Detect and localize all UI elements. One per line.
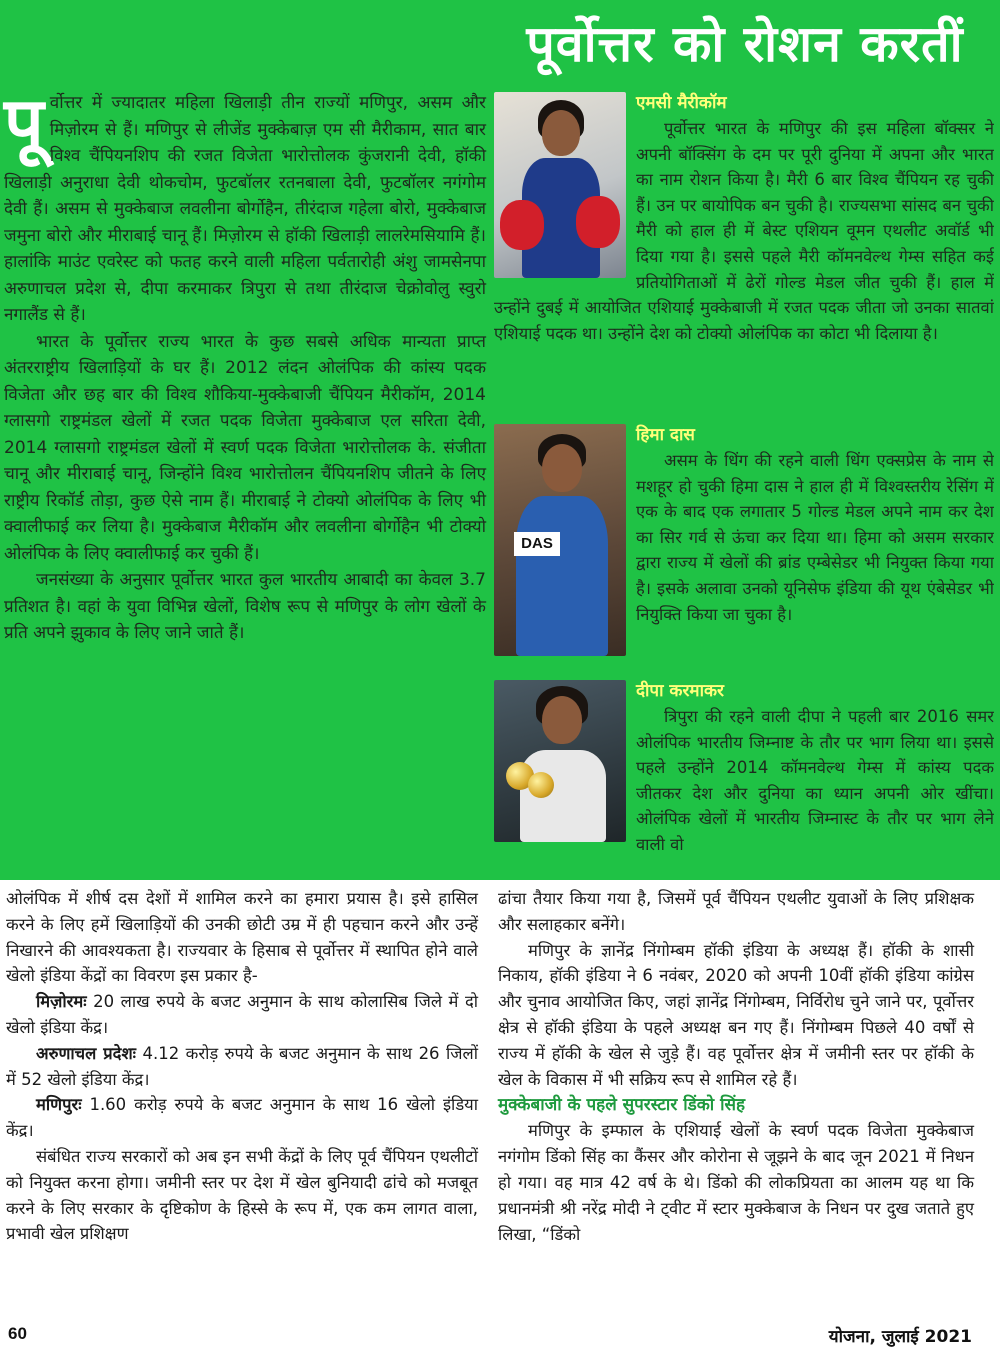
state-arunachal [6, 1041, 478, 1093]
state-text-mizoram: 20 लाख रुपये के बजट अनुमान के साथ कोलासिब जिले में दो खेलो इंडिया केंद्र। [6, 992, 478, 1037]
medal-icon [528, 772, 554, 798]
profile-hima [494, 422, 994, 678]
marykom-photo [494, 92, 626, 278]
intro-paragraph-1 [4, 82, 486, 329]
intro-paragraph-2: भारत के पूर्वोत्तर राज्य भारत के कुछ सबसे अधिक मान्यता प्राप्त अंतरराष्ट्रीय खिलाड़ियों के घर हैं। 2012 लंदन ओलंपिक की कांस्य पदक विजेता और छह बार की विश्व शौकिया-मुक्केबाजी चैंपियन मैरीकॉम, 2014 ग्लासगो राष्ट्रमंडल खेलों में रजत पदक विजेता मुक्केबाज एल सरिता देवी, 2014 ग्लासगो राष्ट्रमंडल खेलों में स्वर्ण पदक विजेता भारोत्तोलक के. संजीता चानू और मीराबाई चानू, जिन्होंने विश्व भारोत्तोलन चैंपियनशिप जीतने के लिए राष्ट्रीय रिकॉर्ड तोड़ा, कुछ ऐसे नाम हैं। मीराबाई ने टोक्यो ओलंपिक के लिए भी क्वालीफाई कर लिया है। मुक्केबाज मैरीकॉम और लवलीना बोर्गोहैन भी टोक्यो ओलंपिक के लिए क्वालीफाई कर चुकी हैं। [4, 331, 486, 564]
state-label-arunachal: अरुणाचल प्रदेशः [36, 1043, 137, 1063]
intro-paragraph-3: जनसंख्या के अनुसार पूर्वोत्तर भारत कुल भारतीय आबादी का केवल 3.7 प्रतिशत है। वहां के युवा विभिन्न खेलों, विशेष रूप से मणिपुर के लोग खेलों के प्रति अपने झुकाव के लिए जाने जाते हैं। [4, 570, 486, 643]
state-text-manipur: 1.60 करोड़ रुपये के बजट अनुमान के साथ 16 खेलो इंडिया केंद्र। [6, 1095, 478, 1141]
lower-left-column [6, 886, 478, 1247]
dinko-subheading: मुक्केबाजी के पहले सुपरस्टार डिंको सिंह [498, 1095, 745, 1116]
profile-text-marykom: पूर्वोत्तर भारत के मणिपुर की इस महिला बॉक्सर ने अपनी बॉक्सिंग के दम पर पूरी दुनिया में अपना और भारत का नाम रोशन किया है। मैरी 6 बार विश्व चैंपियन रह चुकी हैं। उन पर बायोपिक बन चुकी है। राज्यसभा सांसद बन चुकी मैरी को हाल ही में बेस्ट एशियन वूमन एथलीट अवॉर्ड भी दिया गया है। इससे पहले मैरी कॉमनवेल्थ गेम्स सहित कई प्रतियोगिताओं में ढेरों गोल्ड मेडल जीत चुकी हैं। हाल में उन्होंने दुबई में आयोजित एशियाई मुक्केबाजी में रजत पदक जीता जो उनका सातवां एशियाई पदक था। उन्होंने देश को टोक्यो ओलंपिक का कोटा भी दिलाया है। [494, 119, 994, 343]
state-mizoram [6, 989, 478, 1041]
profile-text-hima: असम के धिंग की रहने वाली धिंग एक्सप्रेस के नाम से मशहूर हो चुकी हिमा दास ने हाल ही में विश्वस्तरीय रेसिंग में एक के बाद एक लगातार 5 गोल्ड मेडल अपने नाम कर देश का सिर गर्व से ऊंचा कर दिया था। हिमा को असम सरकार द्वारा राज्य में खेलों की ब्रांड एम्बेसेडर भी नियुक्त किया गया है। इसके अलावा उनको यूनिसेफ इंडिया की यूथ एंबेसेडर भी नियुक्ति किया जा चुका है। [636, 451, 994, 624]
lower-right-column [498, 886, 974, 1247]
page-number: 60 [8, 1324, 27, 1343]
hockey-india-paragraph: मणिपुर के ज्ञानेंद्र निंगोम्बम हॉकी इंडिया के अध्यक्ष हैं। हॉकी के शासी निकाय, हॉकी इंडिया ने 6 नवंबर, 2020 को अपनी 10वीं हॉकी इंडिया कांग्रेस और चुनाव आयोजित किए, जहां ज्ञानेंद्र निंगोम्बम, निर्विरोध चुने जाने पर, पूर्वोत्तर क्षेत्र से हॉकी इंडिया के पहले अध्यक्ष बन गए हैं। निंगोम्बम पिछले 40 वर्षों से राज्य में हॉकी के खेल से जुड़े हैं। वह पूर्वोत्तर क्षेत्र में जमीनी स्तर पर हॉकी के खेल के विकास में भी सक्रिय रूप से शामिल रहे हैं। [498, 940, 974, 1089]
profile-marykom [494, 90, 994, 422]
state-text-arunachal: 4.12 करोड़ रुपये के बजट अनुमान के साथ 26 जिलों में 52 खेलो इंडिया केंद्र। [6, 1043, 478, 1089]
profile-dipa [494, 678, 994, 878]
state-manipur [6, 1092, 478, 1144]
profile-text-dipa: त्रिपुरा की रहने वाली दीपा ने पहली बार 2016 समर ओलंपिक भारतीय जिम्नाष्ट के तौर पर भाग लिया था। इससे पहले उन्होंने 2014 कॉमनवेल्थ गेम्स में कांस्य पदक जीतकर देश और दुनिया का ध्यान अपनी ओर खींचा। ओलंपिक खेलों में भारतीय जिम्नास्ट के तौर पर भाग लेने वाली वो [636, 707, 994, 854]
profile-name-marykom: एमसी मैरीकॉम [636, 93, 727, 113]
intro-paragraph-1-text: र्वोत्तर में ज्यादातर महिला खिलाड़ी तीन राज्यों मणिपुर, असम और मिज़ोरम से हैं। मणिपुर से लीजेंड मुक्केबाज़ एम सी मैरीकाम, सात बार विश्व चैंपियनशिप की रजत विजेता भारोत्तोलक कुंजरानी देवी, हॉकी खिलाड़ी अनुराधा देवी थोकचोम, फुटबॉलर रतनबाला देवी, फुटबॉलर नगंगोम देवी हैं। असम से मुक्केबाज लवलीना बोर्गोहैन, तीरंदाज गहेला बोरो, मुक्केबाज जमुना बोरो और मीराबाई चानू हैं। मिज़ोरम से हॉकी खिलाड़ी लालरेमसियामि हैं। हालांकि माउंट एवरेस्ट को फतह करने वाली महिला पर्वतारोही अंशु जामसेनपा अरुणाचल प्रदेश से, दीपा करमाकर त्रिपुरा से तथा तीरंदाज चेक्रोवोलु स्वुरो नगालैंड से हैं। [4, 93, 486, 325]
race-bib: DAS [514, 532, 560, 556]
dipa-photo [494, 680, 626, 842]
khelo-intro-paragraph: ओलंपिक में शीर्ष दस देशों में शामिल करने का हमारा प्रयास है। इसे हासिल करने के लिए हमें खिलाड़ियों की उनकी छोटी उम्र में ही पहचान करने और उन्हें निखारने की आवश्यकता है। राज्यवार के हिसाब से पूर्वोत्तर में स्थापित होने वाले खेलो इंडिया केंद्रों का विवरण इस प्रकार है- [6, 889, 478, 986]
hima-photo [494, 424, 626, 656]
coaches-paragraph: संबंधित राज्य सरकारों को अब इन सभी केंद्रों के लिए पूर्व चैंपियन एथलीटों को नियुक्त करना होगा। जमीनी स्तर पर देश में खेल बुनियादी ढांचे को मजबूत करने के लिए सरकार के दृष्टिकोण के हिस्से के रूप में, एक कम लागत वाला, प्रभावी खेल प्रशिक्षण [6, 1146, 478, 1244]
intro-column [4, 82, 486, 647]
drop-cap: पू [4, 82, 44, 164]
profile-name-hima: हिमा दास [636, 425, 695, 445]
profile-name-dipa: दीपा करमाकर [636, 681, 724, 701]
state-label-manipur: मणिपुरः [36, 1095, 82, 1115]
page-title: पूर्वोत्तर को रोशन करतीं [526, 15, 964, 73]
magazine-footer: योजना, जुलाई 2021 [828, 1327, 972, 1347]
state-label-mizoram: मिज़ोरमः [36, 992, 87, 1012]
dinko-paragraph: मणिपुर के इम्फाल के एशियाई खेलों के स्वर्ण पदक विजेता मुक्केबाज नगंगोम डिंको सिंह का कैंसर और कोरोना से जूझने के बाद जून 2021 में निधन हो गया। वह मात्र 42 वर्ष के थे। डिंको की लोकप्रियता का आलम यह था कि प्रधानमंत्री श्री नरेंद्र मोदी ने ट्वीट में स्टार मुक्केबाज के निधन पर दुख जताते हुए लिखा, “डिंको [498, 1121, 974, 1244]
profiles-column [494, 90, 994, 878]
framework-paragraph: ढांचा तैयार किया गया है, जिसमें पूर्व चैंपियन एथलीट युवाओं के लिए प्रशिक्षक और सलाहकार बनेंगे। [498, 889, 974, 934]
